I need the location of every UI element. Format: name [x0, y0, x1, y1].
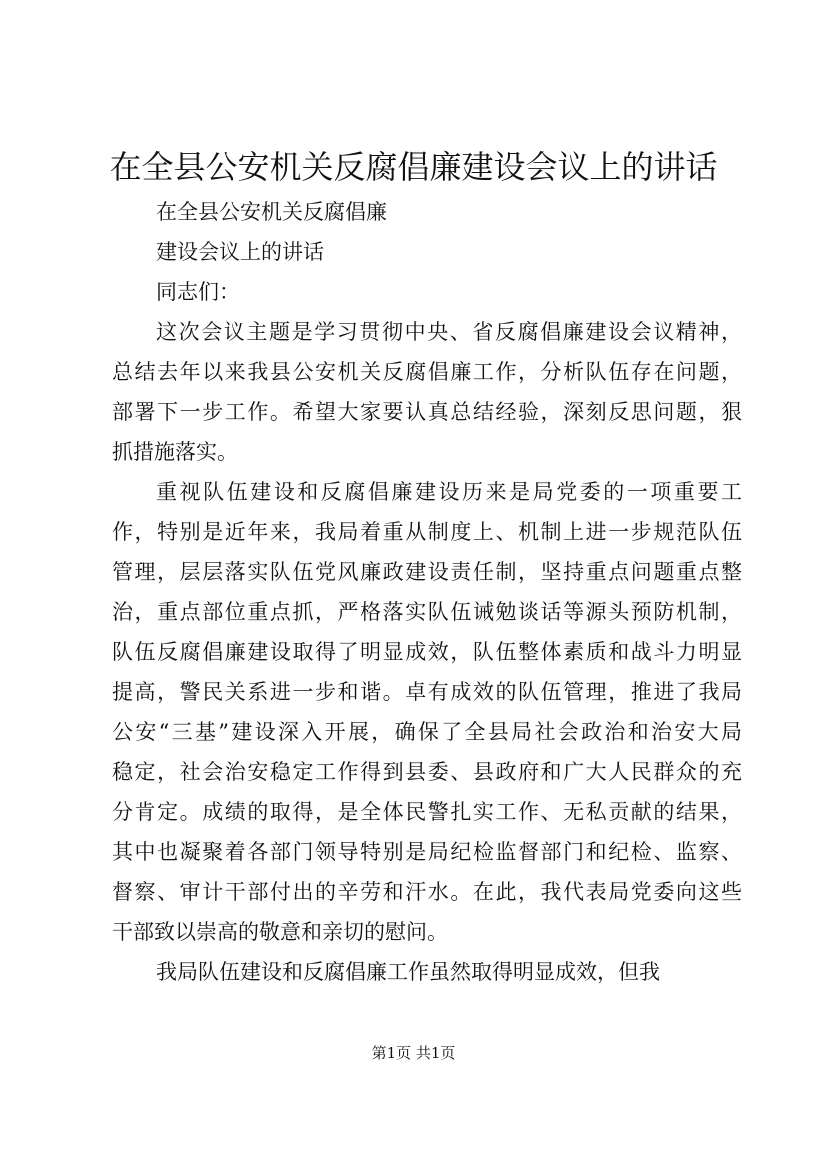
- body-line: 督察、审计干部付出的辛劳和汗水。在此，我代表局党委向这些: [112, 880, 742, 904]
- body-line: 这次会议主题是学习贯彻中央、省反腐倡廉建设会议精神，: [156, 320, 742, 344]
- body-line: 总结去年以来我县公安机关反腐倡廉工作，分析队伍存在问题，: [112, 360, 742, 384]
- body-line: 抓措施落实。: [112, 440, 238, 464]
- body-line: 分肯定。成绩的取得，是全体民警扎实工作、无私贡献的结果，: [112, 800, 742, 824]
- document-body: [112, 192, 742, 992]
- body-line: 在全县公安机关反腐倡廉: [156, 200, 387, 224]
- body-line: 治，重点部位重点抓，严格落实队伍诫勉谈话等源头预防机制，: [112, 600, 742, 624]
- document-title: 在全县公安机关反腐倡廉建设会议上的讲话: [109, 148, 718, 186]
- body-line: 稳定，社会治安稳定工作得到县委、县政府和广大人民群众的充: [112, 760, 742, 784]
- body-line: 建设会议上的讲话: [156, 240, 324, 264]
- body-line: 管理，层层落实队伍党风廉政建设责任制，坚持重点问题重点整: [112, 560, 742, 584]
- body-line: 干部致以崇高的敬意和亲切的慰问。: [112, 920, 448, 944]
- body-line: 队伍反腐倡廉建设取得了明显成效，队伍整体素质和战斗力明显: [112, 640, 742, 664]
- body-line: 重视队伍建设和反腐倡廉建设历来是局党委的一项重要工: [156, 480, 742, 504]
- body-line: 作，特别是近年来，我局着重从制度上、机制上进一步规范队伍: [112, 520, 742, 544]
- body-line: 我局队伍建设和反腐倡廉工作虽然取得明显成效，但我: [156, 960, 660, 984]
- body-line: 同志们：: [156, 280, 240, 304]
- page-number-footer: 第1页 共1页: [371, 1044, 456, 1062]
- body-line: 公安“三基”建设深入开展，确保了全县局社会政治和治安大局: [112, 720, 742, 744]
- body-line: 其中也凝聚着各部门领导特别是局纪检监督部门和纪检、监察、: [112, 840, 742, 864]
- body-line: 部署下一步工作。希望大家要认真总结经验，深刻反思问题，狠: [112, 400, 742, 424]
- body-line: 提高，警民关系进一步和谐。卓有成效的队伍管理，推进了我局: [112, 680, 742, 704]
